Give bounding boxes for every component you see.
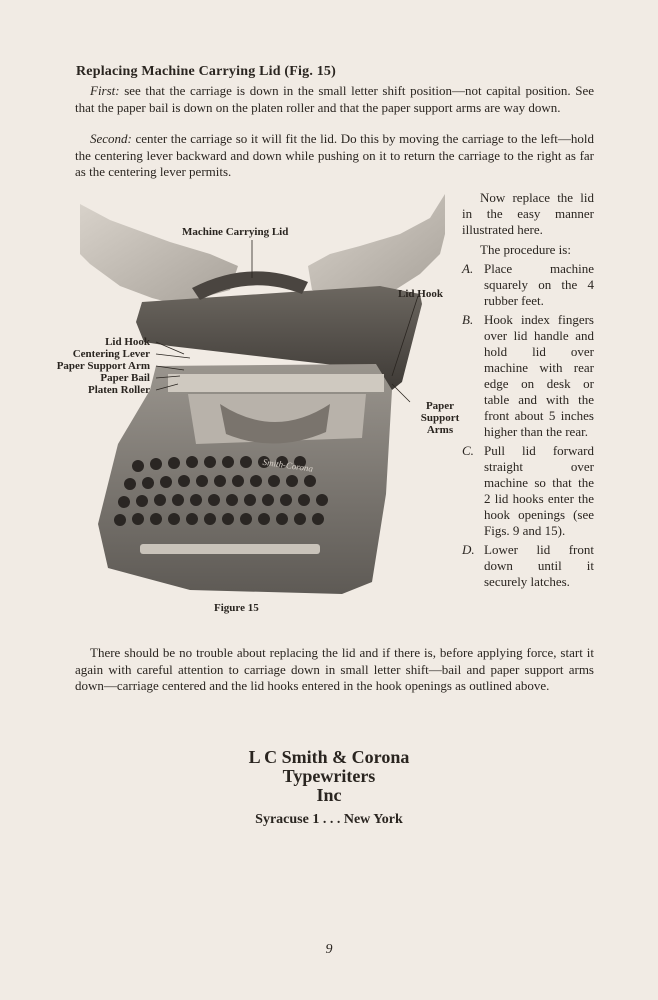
right-hand — [308, 194, 445, 300]
label-centering-lever: Centering Lever — [72, 348, 150, 360]
label-platen-roller: Platen Roller — [87, 384, 150, 396]
footer-company-line1: L C Smith & Corona — [248, 747, 410, 767]
footer-company-line2: Typewriters — [282, 766, 376, 786]
carriage — [168, 374, 384, 392]
first-label: First: — [90, 83, 120, 98]
step-c-text: Pull lid forward straight over machine so that the 2 lid hooks enter the hook openings (see Figs. 9 and 15). — [484, 443, 594, 538]
footer-company-line3: Inc — [316, 785, 342, 805]
step-d-letter: D. — [462, 542, 475, 557]
machine-brand: Smith-Corona — [262, 456, 314, 474]
label-paper-support-arms — [416, 400, 464, 436]
footer-address: Syracuse 1 . . . New York — [255, 812, 403, 827]
label-machine-carrying-lid: Machine Carrying Lid — [182, 226, 289, 238]
step-b-letter: B. — [462, 312, 474, 327]
instructions-column — [462, 190, 594, 590]
step-d — [462, 542, 594, 590]
label-lid-hook-left: Lid Hook — [105, 336, 150, 348]
step-c-letter: C. — [462, 443, 474, 458]
paragraph-first — [75, 83, 594, 116]
space-bar — [140, 544, 320, 554]
instructions-intro: Now replace the lid in the easy manner illustrated here. — [462, 190, 594, 237]
label-paper-support-arms-line2: Support — [420, 412, 460, 424]
step-b — [462, 312, 594, 440]
label-paper-bail: Paper Bail — [100, 372, 150, 384]
step-a — [462, 261, 594, 309]
label-paper-support-arms-line3: Arms — [426, 424, 454, 436]
step-d-text: Lower lid front down until it securely latches. — [484, 542, 594, 589]
label-lid-hook-right: Lid Hook — [398, 288, 443, 300]
paragraph-closing: There should be no trouble about replacing the lid and if there is, before applying force, start it again with careful attention to carriage down in small letter shift—bail and paper support arms down—carriage centered and the lid hooks entered in the hook openings as outlined above. — [75, 645, 594, 694]
instructions-procedure: The procedure is: — [480, 242, 571, 257]
paragraph-second — [75, 131, 594, 181]
first-text: see that the carriage is down in the small letter shift position—not capital position. See that the paper bail is down on the platen roller and that the paper support arms are way down. — [75, 83, 594, 115]
typewriter-illustration — [80, 194, 460, 604]
step-a-letter: A. — [462, 261, 474, 276]
figure-15 — [80, 194, 460, 604]
label-paper-support-arm: Paper Support Arm — [56, 360, 150, 372]
second-text: center the carriage so it will fit the lid. Do this by moving the carriage to the left—hold the centering lever backward and down while pushing on it to return the carriage to the right as far as the centering lever permits. — [75, 131, 594, 180]
page-number: 9 — [325, 942, 333, 957]
second-label: Second: — [90, 131, 132, 146]
step-c — [462, 443, 594, 539]
label-paper-support-arms-line1: Paper — [425, 400, 455, 412]
step-a-text: Place machine squarely on the 4 rubber feet. — [484, 261, 594, 308]
section-heading: Replacing Machine Carrying Lid (Fig. 15) — [76, 64, 336, 79]
figure-caption: Figure 15 — [214, 602, 259, 614]
step-b-text: Hook index fingers over lid handle and hold lid over machine with rear edge on desk or table and with the front about 5 inches higher than the rear. — [484, 312, 594, 439]
